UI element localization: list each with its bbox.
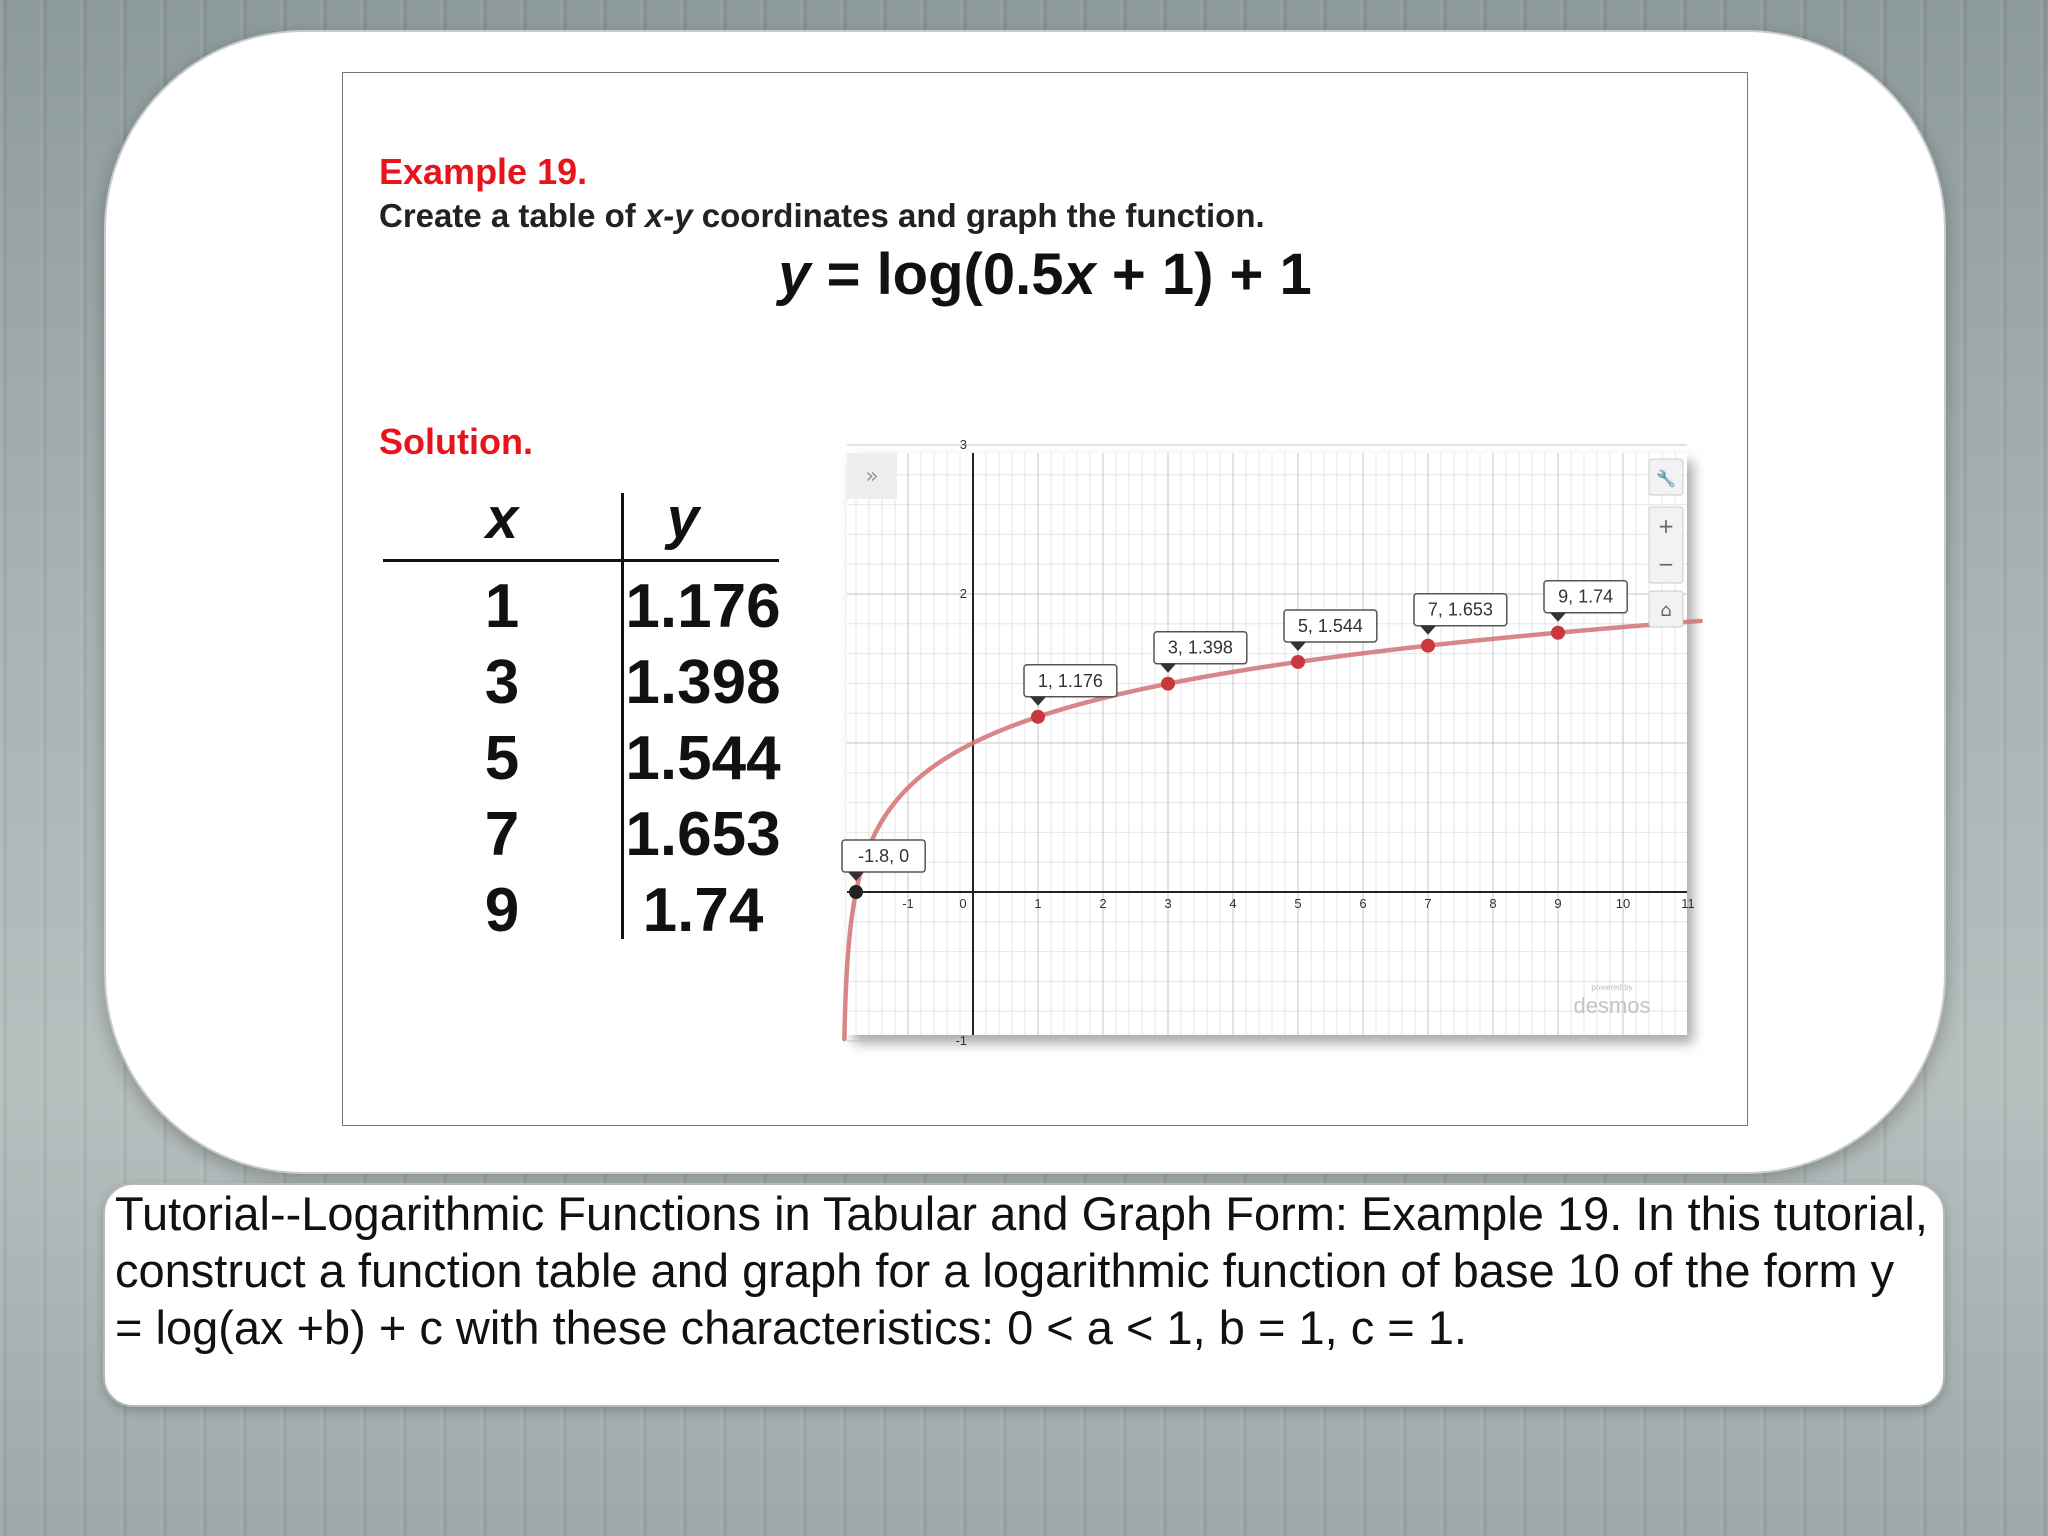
x-intercept-point <box>849 885 863 899</box>
table-cell-x: 7 <box>484 800 520 869</box>
table-cell-x: 3 <box>484 648 520 717</box>
example-title: Example 19. <box>379 151 588 192</box>
table-header-x: x <box>485 486 519 551</box>
x-tick-label: 8 <box>1489 896 1497 911</box>
intercept-callout-label: -1.8, 0 <box>858 846 910 866</box>
y-tick-label: 2 <box>959 586 967 601</box>
slide-content <box>342 72 1748 1126</box>
data-point <box>1161 677 1175 691</box>
xy-table <box>383 486 783 1023</box>
desmos-watermark: desmos <box>1573 993 1651 1018</box>
table-cell-x: 1 <box>484 572 520 641</box>
graph-svg <box>847 437 1695 1048</box>
instruction-part2: coordinates and graph the function. <box>692 197 1265 234</box>
x-tick-label: 9 <box>1554 896 1562 911</box>
home-icon: ⌂ <box>1660 600 1672 621</box>
point-callout-label: 3, 1.398 <box>1167 637 1233 658</box>
wrench-icon: 🔧 <box>1656 469 1676 488</box>
point-callout-label: 9, 1.74 <box>1558 586 1614 607</box>
function-formula <box>343 241 1747 308</box>
y-tick-label: -1 <box>955 1033 967 1048</box>
instruction-part1: Create a table of <box>379 197 645 234</box>
x-tick-label: 11 <box>1681 896 1695 911</box>
x-tick-label: 7 <box>1424 896 1432 911</box>
x-tick-label: 1 <box>1034 896 1042 911</box>
formula-x: x <box>1063 242 1096 307</box>
formula-rest: + 1) + 1 <box>1095 242 1312 307</box>
zoom-in-icon: + <box>1657 514 1675 538</box>
instruction-text <box>379 197 1265 235</box>
x-tick-label: 3 <box>1164 896 1172 911</box>
formula-y: y <box>778 242 811 307</box>
table-cell-y: 1.544 <box>625 724 781 793</box>
caption-text: Tutorial--Logarithmic Functions in Tabular and Graph Form: Example 19. In this tutorial, construct a function table and graph for a logarithmic function of base 10 of the form y = log(ax +b) + c with these characteristics: 0 < a < 1, b = 1, c = 1. <box>115 1187 1928 1354</box>
data-point <box>1551 626 1565 640</box>
table-header-y: y <box>666 486 700 551</box>
formula-eq: = log(0.5 <box>810 242 1064 307</box>
x-tick-label: 0 <box>959 896 967 911</box>
point-callout-label: 1, 1.176 <box>1037 670 1103 691</box>
x-tick-label: -1 <box>902 896 914 911</box>
x-tick-label: 2 <box>1099 896 1107 911</box>
x-tick-label: 6 <box>1359 896 1367 911</box>
solution-title: Solution. <box>379 421 533 462</box>
data-point <box>1421 639 1435 653</box>
zoom-out-icon: − <box>1657 552 1675 576</box>
instruction-italic: x-y <box>644 197 693 234</box>
table-cell-y: 1.398 <box>625 648 781 717</box>
x-tick-label: 10 <box>1615 896 1631 911</box>
data-point <box>1031 710 1045 724</box>
x-tick-label: 4 <box>1229 896 1237 911</box>
y-tick-label: 3 <box>959 437 967 452</box>
point-callout-label: 7, 1.653 <box>1427 599 1493 620</box>
table-cell-y: 1.74 <box>642 876 764 945</box>
data-point <box>1291 655 1305 669</box>
desmos-graph[interactable] <box>847 437 1695 1048</box>
expand-icon: » <box>865 464 879 489</box>
table-divider-horizontal <box>383 559 779 562</box>
x-tick-label: 5 <box>1294 896 1302 911</box>
point-callout-label: 5, 1.544 <box>1297 615 1363 636</box>
watermark-powered-by: powered by <box>1591 983 1633 992</box>
caption-box <box>103 1183 1945 1407</box>
table-cell-x: 5 <box>484 724 520 793</box>
table-cell-y: 1.653 <box>625 800 781 869</box>
table-cell-x: 9 <box>484 876 520 945</box>
table-cell-y: 1.176 <box>625 572 781 641</box>
